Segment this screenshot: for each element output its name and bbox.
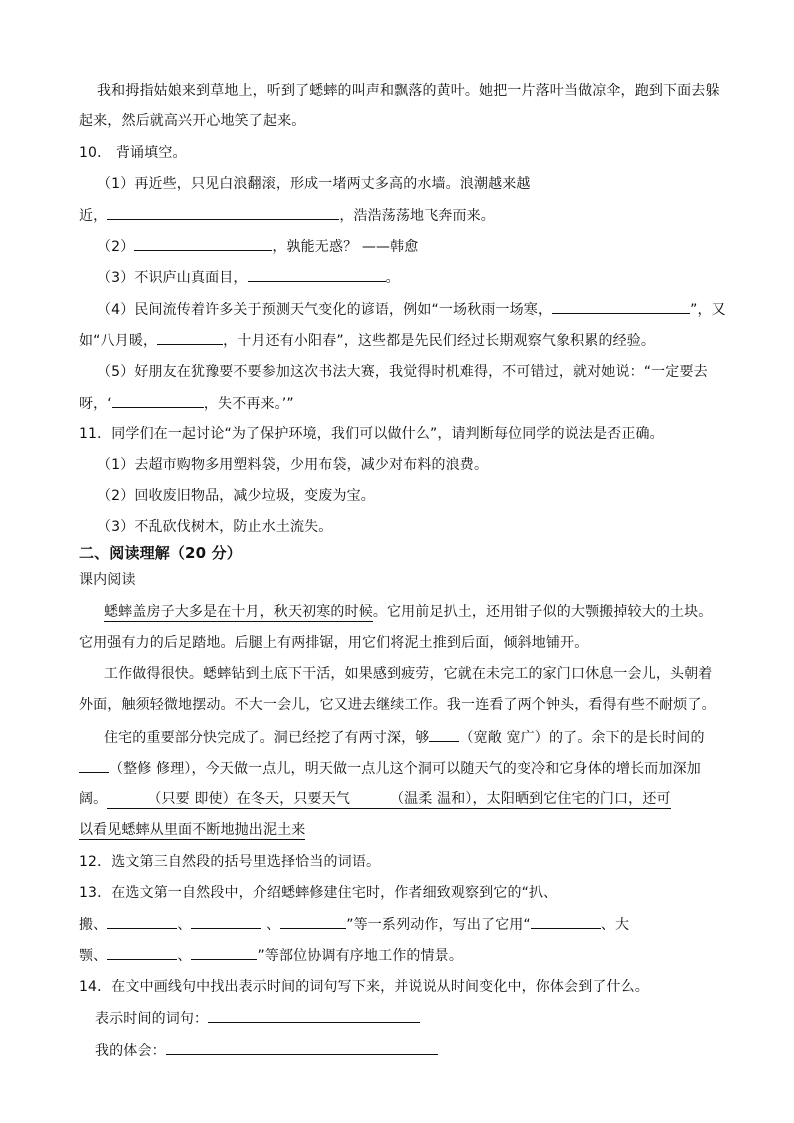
passage-line: 蟋蟀盖房子大多是在十月，秋天初寒的时候。它用前足扒土，还用钳子似的大颚搬掉较大的土块。: [104, 604, 713, 620]
q10-item-5-cont: 呀，‘ ，失不再来。’”: [79, 393, 294, 414]
answer-blank[interactable]: [531, 914, 601, 929]
section-heading: 二、阅读理解（20 分）: [79, 544, 242, 562]
passage-line: 住宅的重要部分快完成了。洞已经挖了有两寸深，够 （宽敞 宽广）的了。余下的是长时间的: [104, 727, 705, 748]
answer-blank[interactable]: [280, 914, 346, 929]
answer-blank[interactable]: [107, 945, 177, 960]
passage-line: [79, 820, 305, 840]
q10-item-1: （1）再近些，只见白浪翻滚，形成一堵两丈多高的水墙。浪潮越来越: [97, 176, 531, 192]
passage-line: 工作做得很快。蟋蟀钻到土底下干活，如果感到疲劳，它就在未完工的家门口休息一会儿，头朝着: [104, 666, 713, 682]
underlined-sentence: 蟋蟀盖房子大多是在十月，秋天初寒的时候: [104, 604, 373, 620]
q10-item-2: （2） ，孰能无惑？ ——韩愈: [97, 236, 418, 257]
passage-line: 它用强有力的后足踏地。后腿上有两排锯，用它们将泥土推到后面，倾斜地铺开。: [79, 635, 589, 651]
paragraph-line: 我和拇指姑娘来到草地上，听到了蟋蟀的叫声和飘落的黄叶。她把一片落叶当做凉伞，跑到下面去躲: [97, 83, 720, 99]
question-13-cont: 颚、 、 ”等部位协调有序地工作的情景。: [79, 945, 463, 966]
answer-blank[interactable]: [552, 299, 690, 314]
q10-item-4-cont: 如“八月暖， ，十月还有小阳春”，这些都是先民们经过长期观察气象积累的经验。: [79, 330, 655, 351]
answer-blank[interactable]: [248, 267, 386, 282]
q11-item-3: （3）不乱砍伐树木，防止水土流失。: [97, 519, 333, 535]
q11-item-1: （1）去超市购物多用塑料袋，少用布袋，减少对布料的浪费。: [97, 457, 489, 473]
q11-item-2: （2）回收废旧物品，减少垃圾，变废为宝。: [97, 488, 375, 504]
answer-blank[interactable]: [191, 914, 261, 929]
answer-blank[interactable]: [134, 236, 272, 251]
question-10-title: 10． 背诵填空。: [79, 145, 187, 161]
answer-blank[interactable]: [166, 1040, 438, 1055]
answer-blank[interactable]: [350, 789, 390, 803]
q10-item-5: （5）好朋友在犹豫要不要参加这次书法大赛，我觉得时机难得，不可错过，就对她说：“一定要去: [97, 364, 708, 380]
question-14: 14．在文中画线句中找出表示时间的词句写下来，并说说从时间变化中，你体会到了什么。: [79, 979, 649, 995]
paragraph-line: 起来，然后就高兴开心地笑了起来。: [79, 113, 306, 129]
answer-blank[interactable]: [208, 1008, 420, 1023]
answer-blank[interactable]: [107, 205, 339, 220]
q10-item-4: （4）民间流传着许多关于预测天气变化的谚语，例如“一场秋雨一场寒， ”，又: [97, 299, 726, 320]
section-subheading: 课内阅读: [79, 572, 136, 588]
answer-blank[interactable]: [107, 789, 147, 803]
question-12: 12．选文第三自然段的括号里选择恰当的词语。: [79, 854, 381, 870]
passage-line: 外面，触须轻微地摆动。不大一会儿，它又进去继续工作。我一连看了两个钟头，看得有些不耐烦了。: [79, 697, 716, 713]
answer-blank[interactable]: [112, 393, 204, 408]
answer-line-time-words: 表示时间的词句：: [95, 1008, 420, 1029]
question-11-title: 11．同学们在一起讨论“为了保护环境，我们可以做什么”，请判断每位同学的说法是否正确。: [79, 426, 664, 442]
q10-item-3: （3）不识庐山真面目， 。: [97, 267, 400, 288]
answer-blank[interactable]: [157, 330, 223, 345]
question-13: 13．在选文第一自然段中，介绍蟋蟀修建住宅时，作者细致观察到它的“扒、: [79, 885, 558, 901]
underlined-sentence: 以看见蟋蟀从里面不断地抛出泥土来: [79, 822, 306, 838]
q10-item-1-cont: 近， ，浩浩荡荡地飞奔而来。: [79, 205, 495, 226]
answer-line-reflection: 我的体会：: [95, 1040, 438, 1061]
answer-blank[interactable]: [429, 727, 459, 742]
passage-line: 阔。 （只要 即使）在冬天，只要天气 （温柔 温和），太阳晒到它住宅的门口，还可: [79, 791, 671, 807]
answer-blank[interactable]: [79, 758, 109, 773]
passage-line: （整修 修理），今天做一点儿，明天做一点儿这个洞可以随天气的变冷和它身体的增长而加深加: [79, 758, 701, 779]
answer-blank[interactable]: [107, 914, 177, 929]
question-13-cont: 搬、 、 、 ”等一系列动作，写出了它用“ 、大: [79, 914, 629, 935]
answer-blank[interactable]: [191, 945, 257, 960]
underlined-sentence: （只要 即使）在冬天，只要天气 （温柔 温和），太阳晒到它住宅的门口，还可: [107, 791, 670, 809]
